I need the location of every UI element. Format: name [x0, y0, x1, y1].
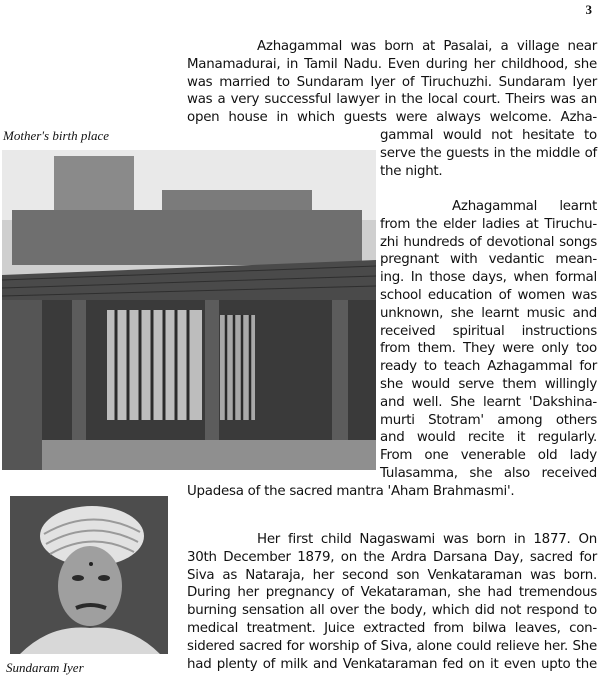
text-line: and well. She learnt 'Dakshina-	[380, 394, 597, 410]
paragraph-devotional-songs-wrap	[187, 483, 597, 501]
text-line: gammal would not hesitate to	[380, 128, 597, 143]
photo-sundaram-iyer	[10, 496, 168, 654]
caption-mothers-birth-place: Mother's birth place	[3, 128, 110, 143]
text-line: Azhagammal was born at Pasalai, a village near	[257, 39, 597, 54]
text-line: and would recite it regularly.	[380, 430, 597, 446]
text-line: had plenty of milk and Venkataraman fed on it even upto the	[187, 656, 597, 672]
text-line: During her pregnancy of Vekataraman, she had tremendous	[187, 585, 597, 601]
text-line: Upadesa of the sacred mantra 'Aham Brahmasmi'.	[187, 484, 515, 499]
text-line: ready to teach Azhagammal for	[380, 359, 597, 375]
text-line: murti Stotram' among others	[380, 412, 597, 428]
text-line: school education of women was	[380, 287, 597, 303]
text-line: Azhagammal learnt	[452, 199, 597, 214]
text-line: From one venerable old lady	[380, 448, 597, 464]
text-line: medical treatment. Juice extracted from bilwa leaves, con-	[187, 620, 597, 636]
text-line: Manamadurai, in Tamil Nadu. Even during her childhood, she	[187, 56, 597, 72]
text-line: the night.	[380, 163, 443, 179]
text-line: Tulasamma, she also received	[380, 465, 597, 481]
text-line: from the elder ladies at Tiruchu-	[380, 216, 597, 232]
photo-birthplace	[2, 150, 376, 470]
text-line: unknown, she learnt music and	[380, 305, 597, 321]
paragraph-children-birth	[187, 531, 597, 673]
house-photo-image	[2, 150, 376, 470]
text-line: burning sensation all over the body, which did not respond to	[187, 603, 597, 619]
text-line: sidered sacred for worship of Siva, alone could relieve her. She	[187, 638, 597, 654]
page-number: 3	[585, 2, 592, 17]
paragraph-devotional-songs	[380, 198, 597, 483]
text-line: Her first child Nagaswami was born in 1877. On	[257, 532, 597, 547]
text-line: was married to Sundaram Iyer of Tiruchuzhi. Sundaram Iyer	[187, 74, 597, 90]
text-line: from them. They were only too	[380, 341, 597, 357]
text-line: open house in which guests were always welcome. Azha-	[187, 110, 597, 126]
text-line: serve the guests in the middle of	[380, 145, 597, 161]
portrait-photo-image	[10, 496, 168, 654]
text-line: zhi hundreds of devotional songs	[380, 234, 597, 250]
text-line: ing. In those days, when formal	[380, 270, 597, 286]
text-line: Siva as Nataraja, her second son Venkataraman was born.	[187, 567, 597, 583]
text-line: 30th December 1879, on the Ardra Darsana Day, sacred for	[187, 549, 597, 565]
text-line: she would serve them willingly	[380, 376, 597, 392]
caption-sundaram-iyer: Sundaram Iyer	[6, 660, 84, 675]
text-line: pregnant with vedantic mean-	[380, 252, 597, 268]
paragraph-birth-marriage	[187, 38, 597, 127]
text-line: was a very successful lawyer in the local court. Theirs was an	[187, 92, 597, 108]
paragraph-birth-marriage-wrap	[380, 127, 597, 180]
text-line: received spiritual instructions	[380, 323, 597, 339]
